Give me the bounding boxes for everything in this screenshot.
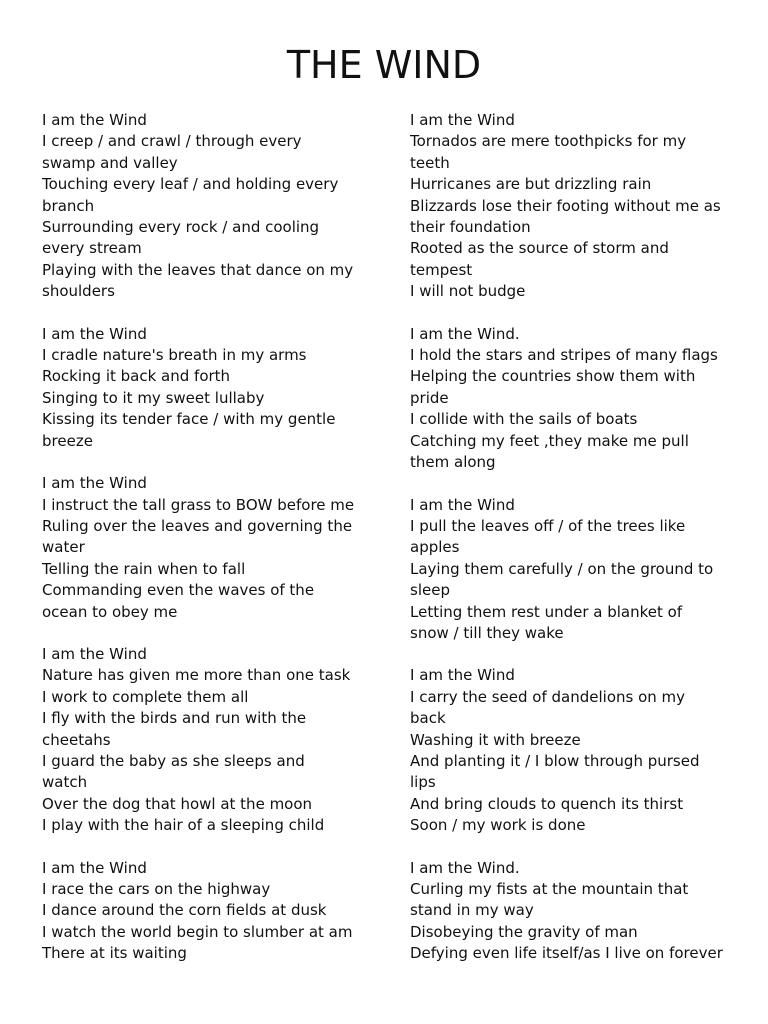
poem-line: Curling my fists at the mountain that (410, 880, 689, 898)
poem-line: And bring clouds to quench its thirst (410, 794, 684, 813)
poem-line: I creep / and crawl / through every (42, 132, 302, 151)
poem-line: Rocking it back and forth (42, 367, 231, 386)
poem-line: Nature has given me more than one task (42, 666, 351, 685)
stanza (42, 644, 372, 837)
poem-line: And planting it / I blow through pursed (410, 751, 700, 770)
poem-line: I collide with the sails of boats (410, 410, 638, 429)
poem-line: pride (410, 388, 449, 407)
poem-line: I hold the stars and stripes of many flags (410, 346, 718, 365)
poem-line: Soon / my work is done (410, 816, 586, 835)
poem-line: Hurricanes are but drizzling rain (410, 175, 652, 194)
stanza (410, 324, 740, 474)
poem-line: I pull the leaves off / of the trees like (410, 516, 686, 535)
poem-line: watch (42, 773, 88, 792)
poem-line: teeth (410, 153, 450, 172)
poem-line: I am the Wind (410, 111, 515, 129)
stanza (42, 324, 372, 452)
poem-line: I am the Wind (42, 324, 147, 343)
poem-line: Blizzards lose their footing without me as (410, 196, 721, 215)
poem-line: Singing to it my sweet lullaby (42, 388, 265, 407)
poem-line: apples (410, 538, 460, 557)
page-title: THE WIND (286, 43, 482, 87)
poem-line: tempest (410, 260, 473, 279)
poem-line: Commanding even the waves of the (42, 581, 315, 600)
poem-line: them along (410, 453, 496, 472)
poem-line: Over the dog that howl at the moon (42, 794, 313, 813)
stanza (42, 858, 372, 965)
poem-line: Telling the rain when to fall (42, 559, 246, 578)
poem-line: I work to complete them all (42, 687, 249, 706)
poem-line: I cradle nature's breath in my arms (42, 346, 307, 365)
poem-line: I am the Wind (410, 495, 515, 514)
poem-line: I watch the world begin to slumber at am (42, 922, 353, 941)
poem-line: I am the Wind. (410, 324, 520, 343)
poem-line: Washing it with breeze (410, 730, 581, 749)
poem-line: Ruling over the leaves and governing the (42, 516, 353, 535)
poem-line: cheetahs (42, 730, 111, 749)
stanza (42, 473, 372, 623)
poem-line: snow / till they wake (410, 623, 564, 642)
stanza (410, 110, 740, 303)
poem-line: I will not budge (410, 282, 526, 301)
poem-line: I play with the hair of a sleeping child (42, 816, 325, 835)
poem-line: I am the Wind (42, 474, 147, 493)
poem-line: Touching every leaf / and holding every (42, 175, 339, 194)
poem-line: I am the Wind (42, 111, 147, 129)
poem-line: their foundation (410, 218, 531, 237)
poem-line: I fly with the birds and run with the (42, 709, 307, 728)
poem-line: ocean to obey me (42, 602, 178, 621)
stanza (410, 858, 740, 965)
poem-line: I am the Wind (42, 644, 147, 663)
poem-line: Defying even life itself/as I live on forever (410, 944, 723, 963)
right-column (410, 110, 740, 986)
poem-line: I instruct the tall grass to BOW before me (42, 495, 355, 514)
poem-line: Surrounding every rock / and cooling (42, 218, 320, 237)
poem-line: I race the cars on the highway (42, 880, 271, 898)
poem-line: stand in my way (410, 901, 534, 920)
poem-line: every stream (42, 239, 142, 258)
poem-line: Laying them carefully / on the ground to (410, 559, 714, 578)
poem-line: I am the Wind (42, 858, 147, 877)
poem-line: back (410, 709, 446, 728)
poem-line: I guard the baby as she sleeps and (42, 751, 305, 770)
stanza (410, 665, 740, 836)
poem-line: There at its waiting (42, 944, 187, 963)
poem-line: lips (410, 773, 436, 792)
poem-line: swamp and valley (42, 153, 178, 172)
left-column (42, 110, 372, 986)
poem-line: Helping the countries show them with (410, 367, 696, 386)
poem-line: Disobeying the gravity of man (410, 922, 638, 941)
poem-line: Playing with the leaves that dance on my (42, 260, 354, 279)
poem-line: branch (42, 196, 95, 215)
poem-line: shoulders (42, 282, 115, 301)
poem-line: I dance around the corn fields at dusk (42, 901, 327, 920)
poem-line: breeze (42, 431, 93, 450)
poem-line: I am the Wind. (410, 858, 520, 877)
poem-line: I carry the seed of dandelions on my (410, 687, 686, 706)
poem-line: I am the Wind (410, 666, 515, 685)
poem-line: water (42, 538, 85, 557)
poem-line: Letting them rest under a blanket of (410, 602, 683, 621)
poem-line: Kissing its tender face / with my gentle (42, 410, 336, 429)
poem-line: Catching my feet ,they make me pull (410, 431, 689, 450)
poem-line: sleep (410, 581, 450, 600)
stanza (410, 495, 740, 645)
stanza (42, 110, 372, 303)
poem-line: Rooted as the source of storm and (410, 239, 669, 258)
poem-line: Tornados are mere toothpicks for my (410, 132, 687, 151)
